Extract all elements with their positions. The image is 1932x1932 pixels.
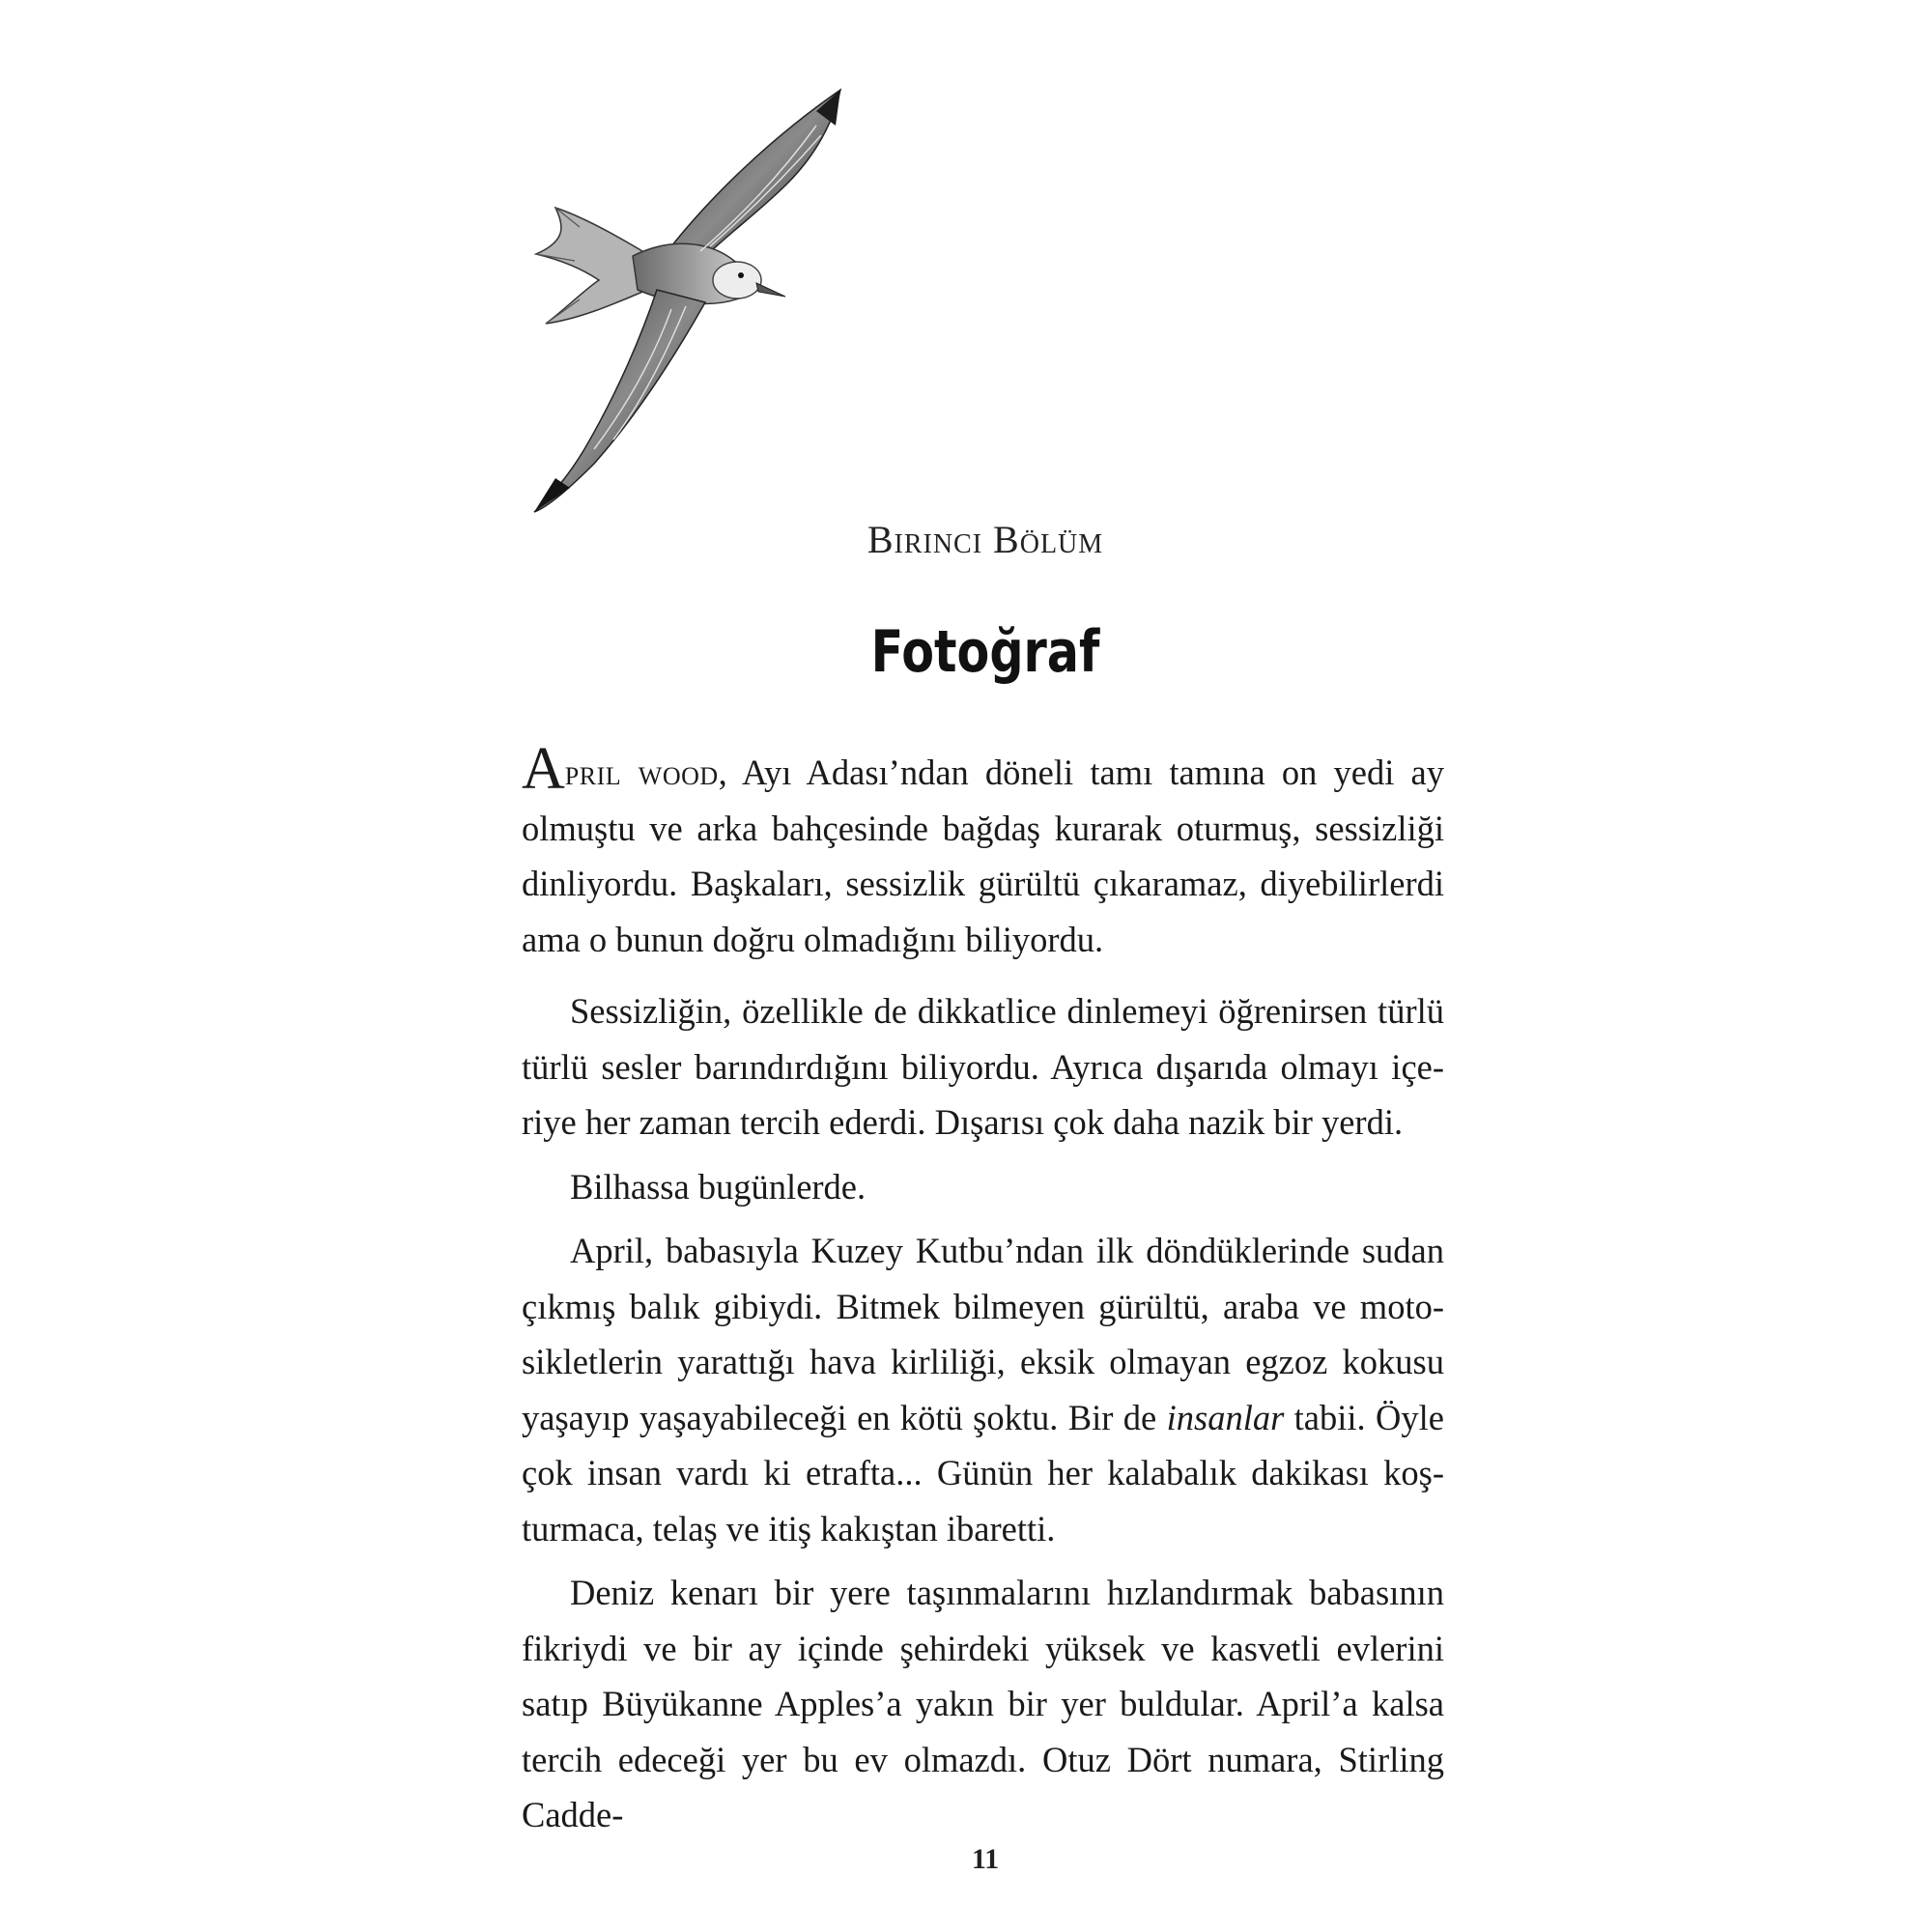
- drop-cap: A: [522, 736, 565, 802]
- paragraph-1-text: , Ayı Adası’ndan döneli tamı tamına on yedi ay olmuştu ve arka bahçesinde bağdaş kurarak oturmuş, sessizliği dinliyordu. Başkaları, sessizlik gürültü çıkaramaz, diyebilirlerdi ama o bunun doğru olmadığını biliyordu.: [522, 753, 1444, 959]
- paragraph-3: Bilhassa bugünlerde.: [570, 1166, 867, 1207]
- opening-name: pril wood: [564, 753, 719, 792]
- paragraph-4-text-a: April, babasıyla Kuzey Kutbu’ndan ilk döndüklerinde sudan çıkmış balık gibiydi. Bitmek bilmeyen gürültü, araba ve motosikletlerin yarattığı hava kirliliği, eksik olmayan egzoz kokusu yaşayıp yaşayabileceği en kötü şoktu. Bir de: [522, 1231, 1444, 1437]
- paragraph-4: [522, 1223, 1444, 1556]
- chapter-label: Birinci Bölüm: [867, 518, 1104, 561]
- paragraph-5: Deniz kenarı bir yere taşınmalarını hızlandırmak babasının fikriydi ve bir ay içinde şehirdeki yüksek ve kasvetli evlerini satıp Büyükanne Apples’a yakın bir yer buldular. April’a kalsa tercih edeceği yer bu ev olmazdı. Otuz Dört numara, Stirling Cadde-: [522, 1573, 1444, 1834]
- chapter-title: Fotoğraf: [870, 618, 1100, 686]
- page-number: 11: [971, 1843, 1000, 1875]
- paragraph-4-text-b: tabii. Öyle çok insan vardı ki etrafta... Günün her kalabalık dakikası koşturmaca, telaş ve itiş kakıştan ibaretti.: [522, 1397, 1444, 1548]
- emphasis-insanlar: insanlar: [1166, 1397, 1285, 1437]
- chapter-body: [522, 736, 1444, 1852]
- paragraph-1: [522, 736, 1444, 967]
- seagull-icon: [526, 82, 845, 526]
- paragraph-2: Sessizliğin, özellikle de dikkatlice dinlemeyi öğrenirsen türlü türlü sesler barındırdığını biliyordu. Ayrıca dışarıda olmayı içeriye her zaman tercih ederdi. Dışarısı çok daha nazik bir yerdi.: [522, 991, 1444, 1142]
